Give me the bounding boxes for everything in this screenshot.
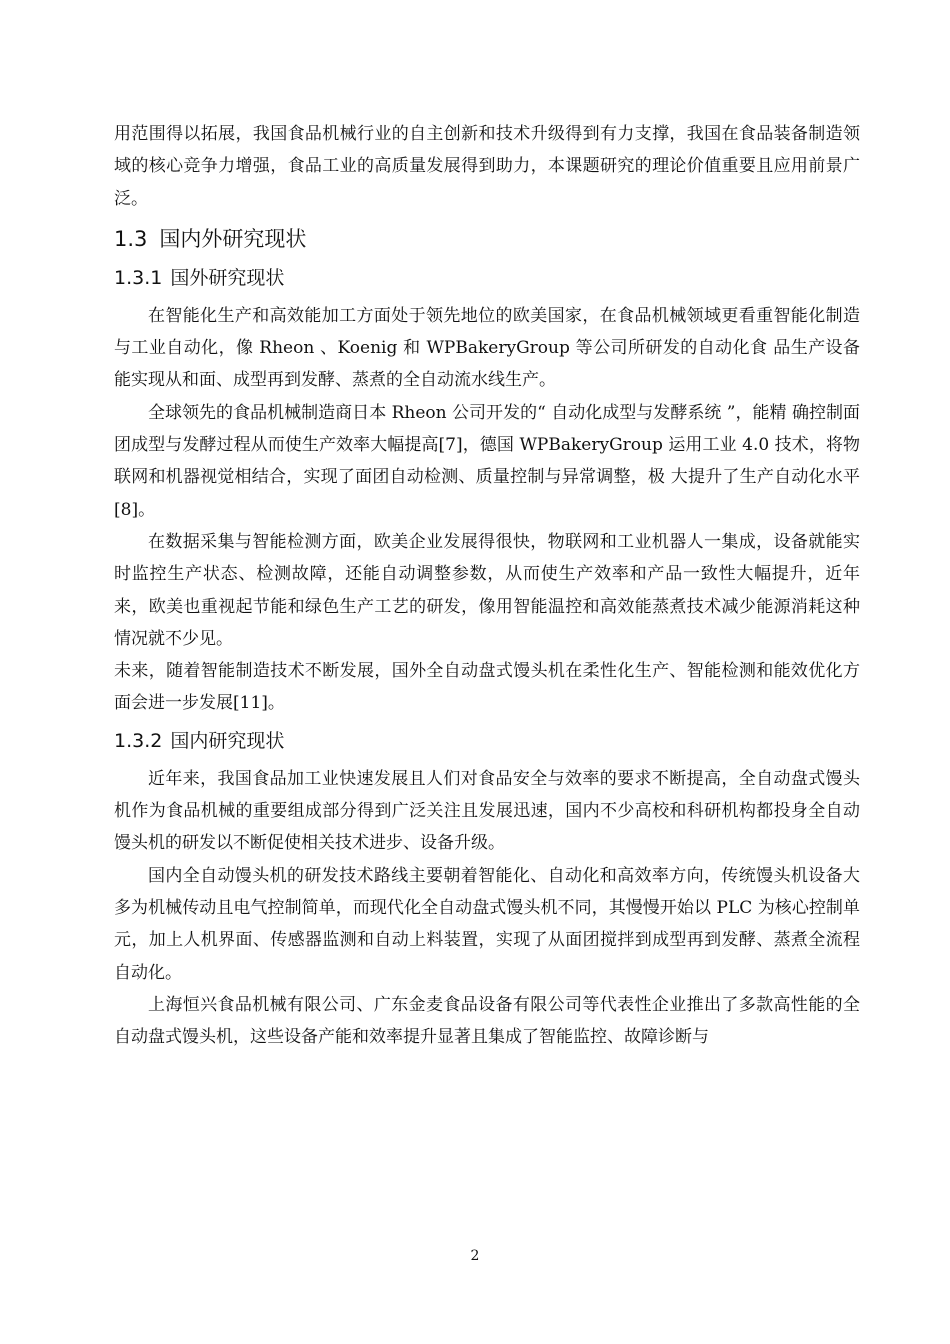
paragraph: 全球领先的食品机械制造商日本 Rheon 公司开发的“ 自动化成型与发酵系统 ”，能精 确控制面团成型与发酵过程从而使生产效率大幅提高[7]，德国 WPBakeryGroup 运用工业 4.0 技术，将物联网和机器视觉相结合，实现了面团自动检测、质量控制与异常调整，极 大提升了生产自动化水平[8]。 — [114, 402, 860, 520]
paragraph-continuation: 用范围得以拓展，我国食品机械行业的自主创新和技术升级得到有力支撑，我国在食品装备制造领域的核心竞争力增强，食品工业的高质量发展得到助力，本课题研究的理论价值重要且应用前景广泛。 — [114, 124, 860, 209]
paragraph: 未来，随着智能制造技术不断发展，国外全自动盘式馒头机在柔性化生产、智能检测和能效优化方面会进一步发展[11]。 — [114, 661, 860, 714]
paragraph: 在智能化生产和高效能加工方面处于领先地位的欧美国家，在食品机械领域更看重智能化制造与工业自动化，像 Rheon 、Koenig 和 WPBakeryGroup 等公司所研发的自动化食 品生产设备能实现从和面、成型再到发酵、蒸煮的全自动流水线生产。 — [114, 305, 860, 391]
subsection-heading-1-3-2 — [114, 725, 860, 757]
paragraph: 上海恒兴食品机械有限公司、广东金麦食品设备有限公司等代表性企业推出了多款高性能的全自动盘式馒头机，这些设备产能和效率提升显著且集成了智能监控、故障诊断与 — [114, 994, 860, 1048]
document-page — [114, 118, 860, 1053]
subsection-heading-1-3-1 — [114, 262, 860, 294]
subsection-number: 1.3.2 — [114, 729, 163, 752]
section-title: 国内外研究现状 — [159, 226, 307, 251]
subsection-title: 国外研究现状 — [170, 266, 285, 289]
section-heading-1-3 — [114, 222, 860, 256]
section-number: 1.3 — [114, 226, 148, 251]
paragraph: 在数据采集与智能检测方面，欧美企业发展得很快，物联网和工业机器人一集成，设备就能实时监控生产状态、检测故障，还能自动调整参数，从而使生产效率和产品一致性大幅提升，近年来，欧美也重视起节能和绿色生产工艺的研发，像用智能温控和高效能蒸煮技术减少能源消耗这种情况就不少见。 — [114, 531, 860, 649]
subsection-title: 国内研究现状 — [170, 729, 285, 752]
page-number: 2 — [470, 1248, 480, 1264]
subsection-number: 1.3.1 — [114, 266, 163, 289]
paragraph: 近年来，我国食品加工业快速发展且人们对食品安全与效率的要求不断提高，全自动盘式馒头机作为食品机械的重要组成部分得到广泛关注且发展迅速，国内不少高校和科研机构都投身全自动馒头机的研发以不断促使相关技术进步、设备升级。 — [114, 768, 860, 854]
paragraph: 国内全自动馒头机的研发技术路线主要朝着智能化、自动化和高效率方向，传统馒头机设备大多为机械传动且电气控制简单，而现代化全自动盘式馒头机不同，其慢慢开始以 PLC 为核心控制单元，加上人机界面、传感器监测和自动上料装置，实现了从面团搅拌到成型再到发酵、蒸煮全流程自动化。 — [114, 865, 860, 983]
